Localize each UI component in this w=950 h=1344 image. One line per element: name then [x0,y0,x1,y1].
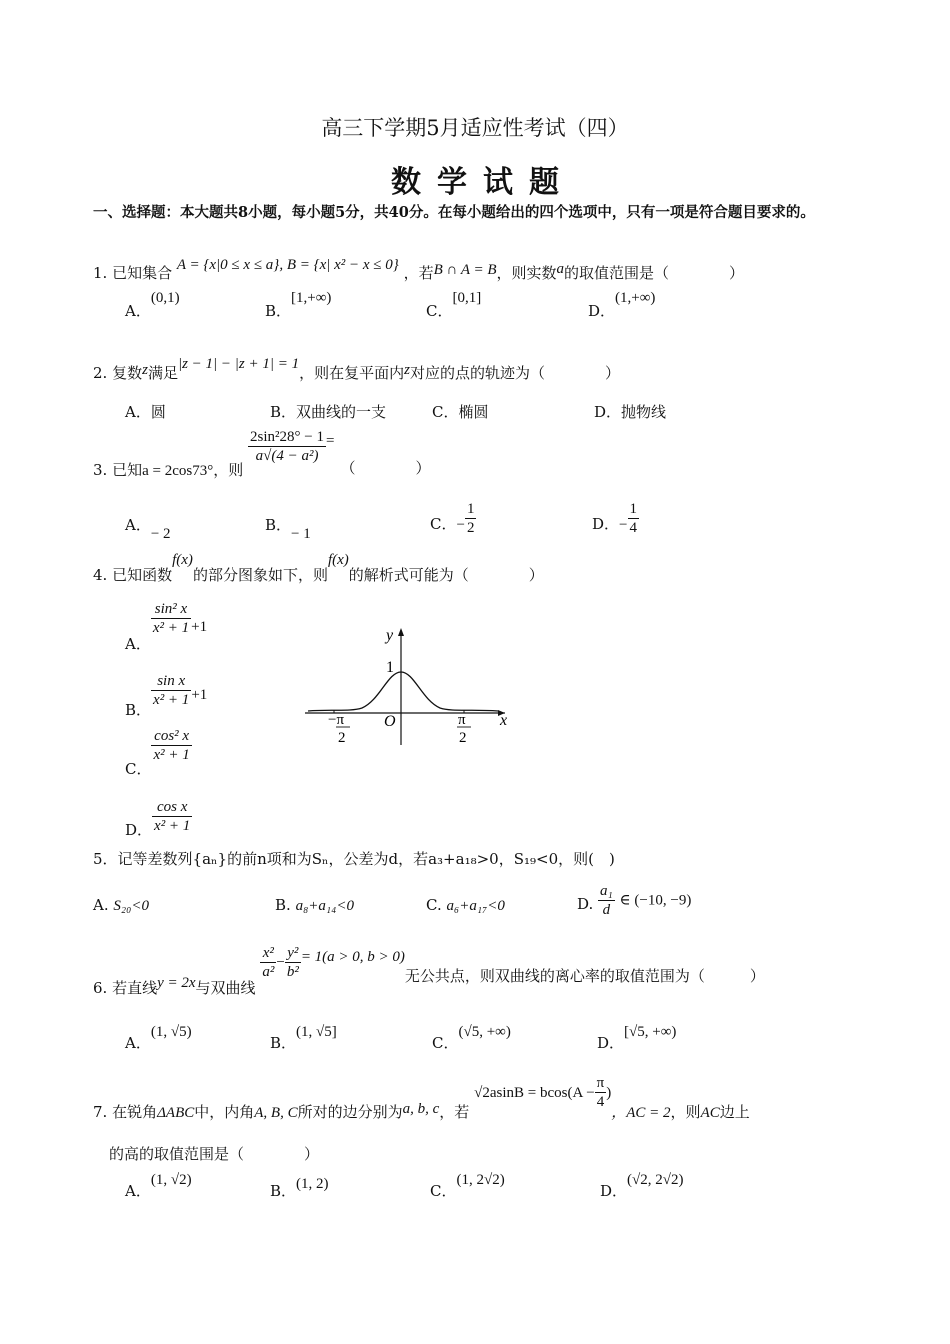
option-value: [√5, +∞) [624,1024,677,1040]
option-d[interactable] [592,500,639,537]
option-label: B. [275,896,291,914]
section-intro: 一、选择题：本大题共8小题，每小题5分，共40分。在每小题给出的四个选项中，只有一项是符合题目要求的。 [93,204,815,221]
y-label: y [386,627,394,644]
option-b[interactable] [265,514,311,542]
condition: a = 2cos73° [142,462,214,479]
denominator: x² + 1 [154,818,191,834]
q-number: 3. [93,460,108,479]
question-5 [93,848,615,869]
option-extra: +1 [191,686,208,703]
equation-rest: = 1(a > 0, b > 0) [300,948,405,965]
variable: z [404,362,410,378]
option-b[interactable] [125,672,208,719]
option-label: D． [600,1182,628,1200]
q-text: ，若 [403,264,434,282]
option-label: B． [270,1034,297,1052]
numerator: 2sin²28° − 1 [250,429,324,445]
denominator: 2 [466,520,475,536]
option-value: 抛物线 [621,403,667,421]
denominator: x² + 1 [153,692,190,708]
subject-title: 数学试题 [391,165,575,200]
option-value: S₂₀<0 [113,898,149,914]
y-axis-arrow [398,628,404,636]
option-fraction [151,672,191,709]
option-value: (1, 2√2) [456,1172,505,1188]
exam-title: 高三下学期5月适应性考试（四） [321,116,629,140]
option-label: D． [592,514,620,533]
fraction [285,944,301,981]
option-label: D． [125,820,153,839]
option-label: A． [125,1034,151,1052]
origin-label: O [384,713,396,730]
option-label: B． [265,302,292,320]
option-label: C. [426,896,442,914]
numerator: sin x [151,672,191,691]
option-a[interactable] [93,896,149,915]
option-d[interactable] [597,1024,677,1053]
q-text: 边上 [719,1102,750,1121]
triangle: ΔABC [157,1104,195,1121]
option-b[interactable] [270,401,386,422]
option-label: A. [93,896,109,914]
condition: √2asinB = bcos(A − [474,1084,595,1101]
option-value: (1,+∞) [615,290,656,306]
option-label: D． [597,1034,625,1052]
option-fraction [151,600,191,637]
sides: a, b, c [402,1100,440,1117]
numerator: x² [260,944,276,963]
function-name: f(x) [172,552,193,568]
q-text: 无公共点，则双曲线的离心率的取值范围为（ ） [404,966,765,985]
option-d[interactable] [588,290,656,321]
numerator: cos x [152,798,192,817]
denominator: 4 [629,520,637,536]
two-label: 2 [338,730,346,746]
option-label: B． [270,1182,297,1200]
option-a[interactable] [125,290,180,321]
fraction [260,944,276,981]
q-text: 所对的边分别为 [297,1102,403,1121]
denominator: a² [262,964,275,980]
option-value: − 1 [291,526,311,542]
q-text: 已知函数 [112,566,173,584]
option-d[interactable] [600,1172,684,1201]
q-text: ，则在复平面内 [299,364,405,382]
x-label: x [500,712,508,729]
q-text: ，则 [670,1102,701,1121]
peak-label: 1 [386,659,394,676]
q-text: ，则实数 [496,264,557,282]
q-text: 与双曲线 [195,978,256,997]
option-value: (1, √5) [150,1024,192,1040]
q-text: 对应的点的轨迹为（ ） [410,364,621,382]
option-c[interactable] [426,290,482,321]
numerator: cos² x [151,727,191,746]
option-fraction [598,882,615,919]
option-a[interactable] [125,1024,192,1053]
q-number: 7. [93,1102,108,1121]
option-a[interactable] [125,1172,192,1201]
option-value: [0,1] [452,290,482,306]
line-equation: y = 2x [157,974,196,991]
q-text: 已知 [112,460,143,479]
numerator: 1 [466,501,475,517]
q-text: 记等差数列{aₙ}的前n项和为Sₙ，公差为d，若a₃+a₁₈>0，S₁₉<0，则( ) [117,850,615,868]
q-text: ，若 [439,1102,470,1121]
option-sign: − [619,516,628,533]
segment: AC [700,1104,720,1121]
option-label: C． [426,302,453,320]
numerator: π [596,1075,605,1091]
option-d[interactable] [125,798,192,839]
two-label: 2 [459,730,467,746]
curve [308,672,498,711]
question-4 [93,548,544,584]
option-c[interactable] [125,727,192,778]
set-b: , B = {x| x² − x ≤ 0} [279,257,399,273]
q-text: 满足 [147,364,178,382]
q-text: ，则 [213,460,244,479]
option-value: (√2, 2√2) [627,1172,684,1188]
option-value: [1,+∞) [291,290,332,306]
option-value: − 2 [150,526,171,542]
q-text: 在锐角 [112,1102,158,1121]
option-value: a₈+a₁₄<0 [295,898,354,914]
q-number: 1. [93,264,108,282]
option-label: D． [588,302,616,320]
option-d[interactable] [577,882,691,919]
option-b[interactable] [275,896,354,915]
option-b[interactable] [265,290,332,321]
angles: A, B, C [254,1104,298,1121]
option-label: C． [430,514,457,533]
q-number: 5． [93,850,118,868]
option-label: C． [432,1034,459,1052]
q-text: 中，内角 [194,1102,255,1121]
variable: z [142,362,148,378]
condition: |z − 1| − |z + 1| = 1 [177,356,300,372]
minus: − [276,954,285,971]
option-fraction [465,500,477,537]
option-b[interactable] [270,1024,337,1053]
option-label: B． [125,700,152,719]
q-text: 的解析式可能为（ ） [348,566,544,584]
option-fraction [152,798,192,835]
function-name: f(x) [327,552,349,568]
option-label: A． [125,302,151,320]
option-value: (0,1) [150,290,180,306]
variable: a [556,261,565,277]
condition: B ∩ A = B [433,262,497,278]
option-value: 椭圆 [458,403,489,421]
q-text: 复数 [112,364,143,382]
option-value: ∈ (−10, −9) [619,892,692,909]
denominator: 4 [596,1094,605,1110]
option-c[interactable] [432,1024,511,1053]
paren: ) [606,1084,612,1101]
option-label: A． [125,516,151,534]
q-text: 若直线 [112,978,158,997]
denominator: d [602,902,611,918]
q-text: 的取值范围是（ ） [564,264,745,282]
function-graph [300,620,520,750]
option-value: (1, 2) [296,1176,329,1192]
option-value: a₆+a₁₇<0 [446,898,505,914]
option-c[interactable] [430,1172,505,1201]
numerator: y² [285,944,301,963]
option-c[interactable] [426,896,505,915]
numerator: 1 [629,501,637,517]
option-c[interactable] [432,401,489,422]
option-value: 圆 [150,403,166,421]
question-7 [93,1066,750,1121]
option-label: A． [125,634,151,653]
option-label: A． [125,403,151,421]
option-label: C． [125,759,152,778]
option-value: (√5, +∞) [458,1024,511,1040]
option-value: 双曲线的一支 [296,403,387,421]
option-label: C． [432,403,459,421]
denominator: x² + 1 [153,747,190,763]
option-c[interactable] [430,500,476,537]
fraction [248,428,326,465]
option-fraction [628,500,640,537]
option-sign: − [456,516,465,533]
option-label: C． [430,1182,457,1200]
fraction [595,1074,607,1111]
q-text: 的部分图象如下，则 [192,566,328,584]
question-3 [93,428,431,479]
question-6 [93,944,765,997]
numerator: a₁ [600,883,613,899]
option-extra: +1 [191,618,208,635]
option-value: (1, √2) [150,1172,192,1188]
pi-label: π [458,712,466,728]
option-fraction [151,727,191,764]
option-label: D. [577,894,594,913]
option-value: (1, √5] [296,1024,337,1040]
option-a[interactable] [125,514,171,542]
option-label: A． [125,1182,151,1200]
q-number: 2. [93,364,108,382]
q-text: （ ） [340,458,431,477]
question-2 [93,356,621,383]
option-label: D． [594,403,622,421]
denominator: b² [286,964,299,980]
denominator: a√(4 − a²) [255,448,319,464]
q-text: 已知集合 [112,264,173,282]
q-number: 4. [93,566,108,584]
condition: ，AC = 2 [611,1104,671,1121]
option-a[interactable] [125,401,166,422]
option-label: B． [265,516,292,534]
numerator: sin² x [151,600,191,619]
option-a[interactable] [125,600,208,653]
neg-pi-label: −π [328,712,345,728]
option-label: B． [270,403,297,421]
option-d[interactable] [594,401,666,422]
q-number: 6. [93,978,108,997]
set-a: A = {x|0 ≤ x ≤ a} [176,257,280,273]
question-1 [93,257,745,283]
question-7-cont: 的高的取值范围是（ ） [109,1145,320,1163]
denominator: x² + 1 [152,620,190,636]
option-b[interactable] [270,1176,329,1201]
equals: = [326,432,335,449]
